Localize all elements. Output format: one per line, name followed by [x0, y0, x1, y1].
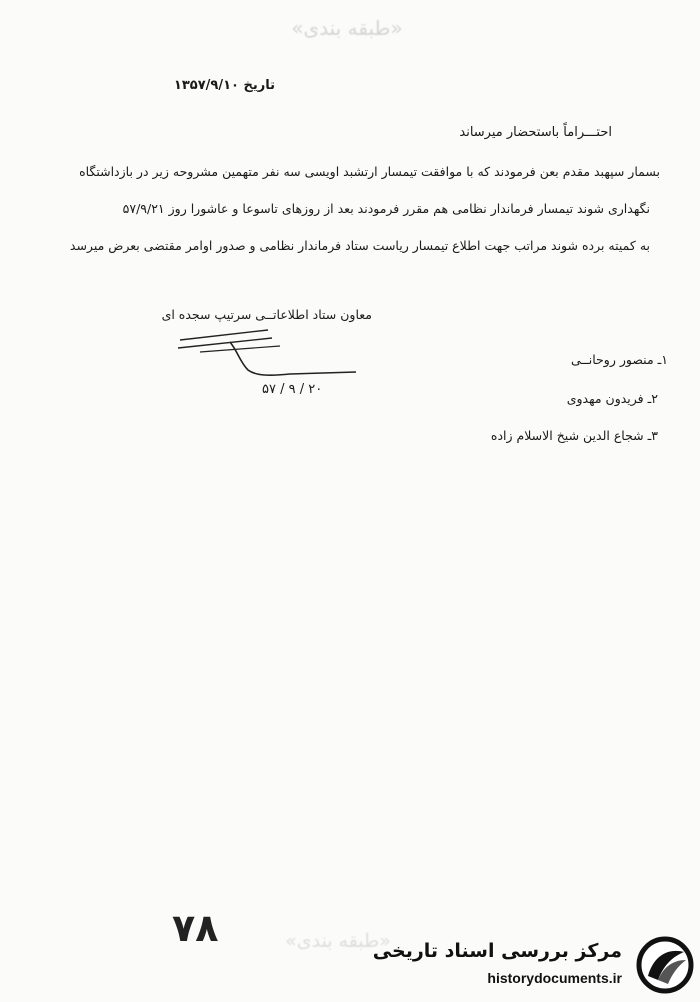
classification-stamp-bottom: «طبقه بندی»	[285, 930, 391, 952]
salutation: احتـــراماً باستحضار میرساند	[459, 125, 612, 140]
document-date: تاریخ ۱۳۵۷/۹/۱۰	[173, 78, 275, 93]
archive-watermark	[372, 934, 700, 996]
distribution-item-2: ۲ـ فریدون مهدوی	[566, 391, 658, 406]
watermark-url: historydocuments.ir	[487, 970, 622, 986]
distribution-item-1: ۱ـ منصور روحانــی	[571, 352, 668, 367]
body-line-1: بسمار سپهبد مقدم بعن فرمودند که با موافقت تیمسار ارتشبد اویسی سه نفر متهمین مشروحه زیر در بازداشتگاه	[79, 164, 660, 179]
handwritten-signature	[160, 322, 360, 392]
archive-logo-icon	[634, 936, 696, 994]
signature-date: ۵۷ / ۹ / ۲۰	[262, 382, 323, 397]
signer-title: معاون ستاد اطلاعاتــی سرتیپ سجده ای	[161, 307, 372, 322]
watermark-title: مرکز بررسی اسناد تاریخی	[372, 940, 622, 962]
body-line-2: نگهداری شوند تیمسار فرماندار نظامی هم مقرر فرمودند بعد از روزهای تاسوعا و عاشورا روز ۵۷/۹/۲۱	[122, 201, 650, 216]
body-line-3: به کمیته برده شوند مراتب جهت اطلاع تیمسار ریاست ستاد فرماندار نظامی و صدور اوامر مقتضی بعرض میرسد	[69, 238, 650, 253]
classification-stamp-top: «طبقه بندی»	[291, 16, 403, 40]
distribution-item-3: ۳ـ شجاع الدین شیخ الاسلام زاده	[490, 428, 658, 443]
page-number: ۷۸	[172, 906, 219, 950]
